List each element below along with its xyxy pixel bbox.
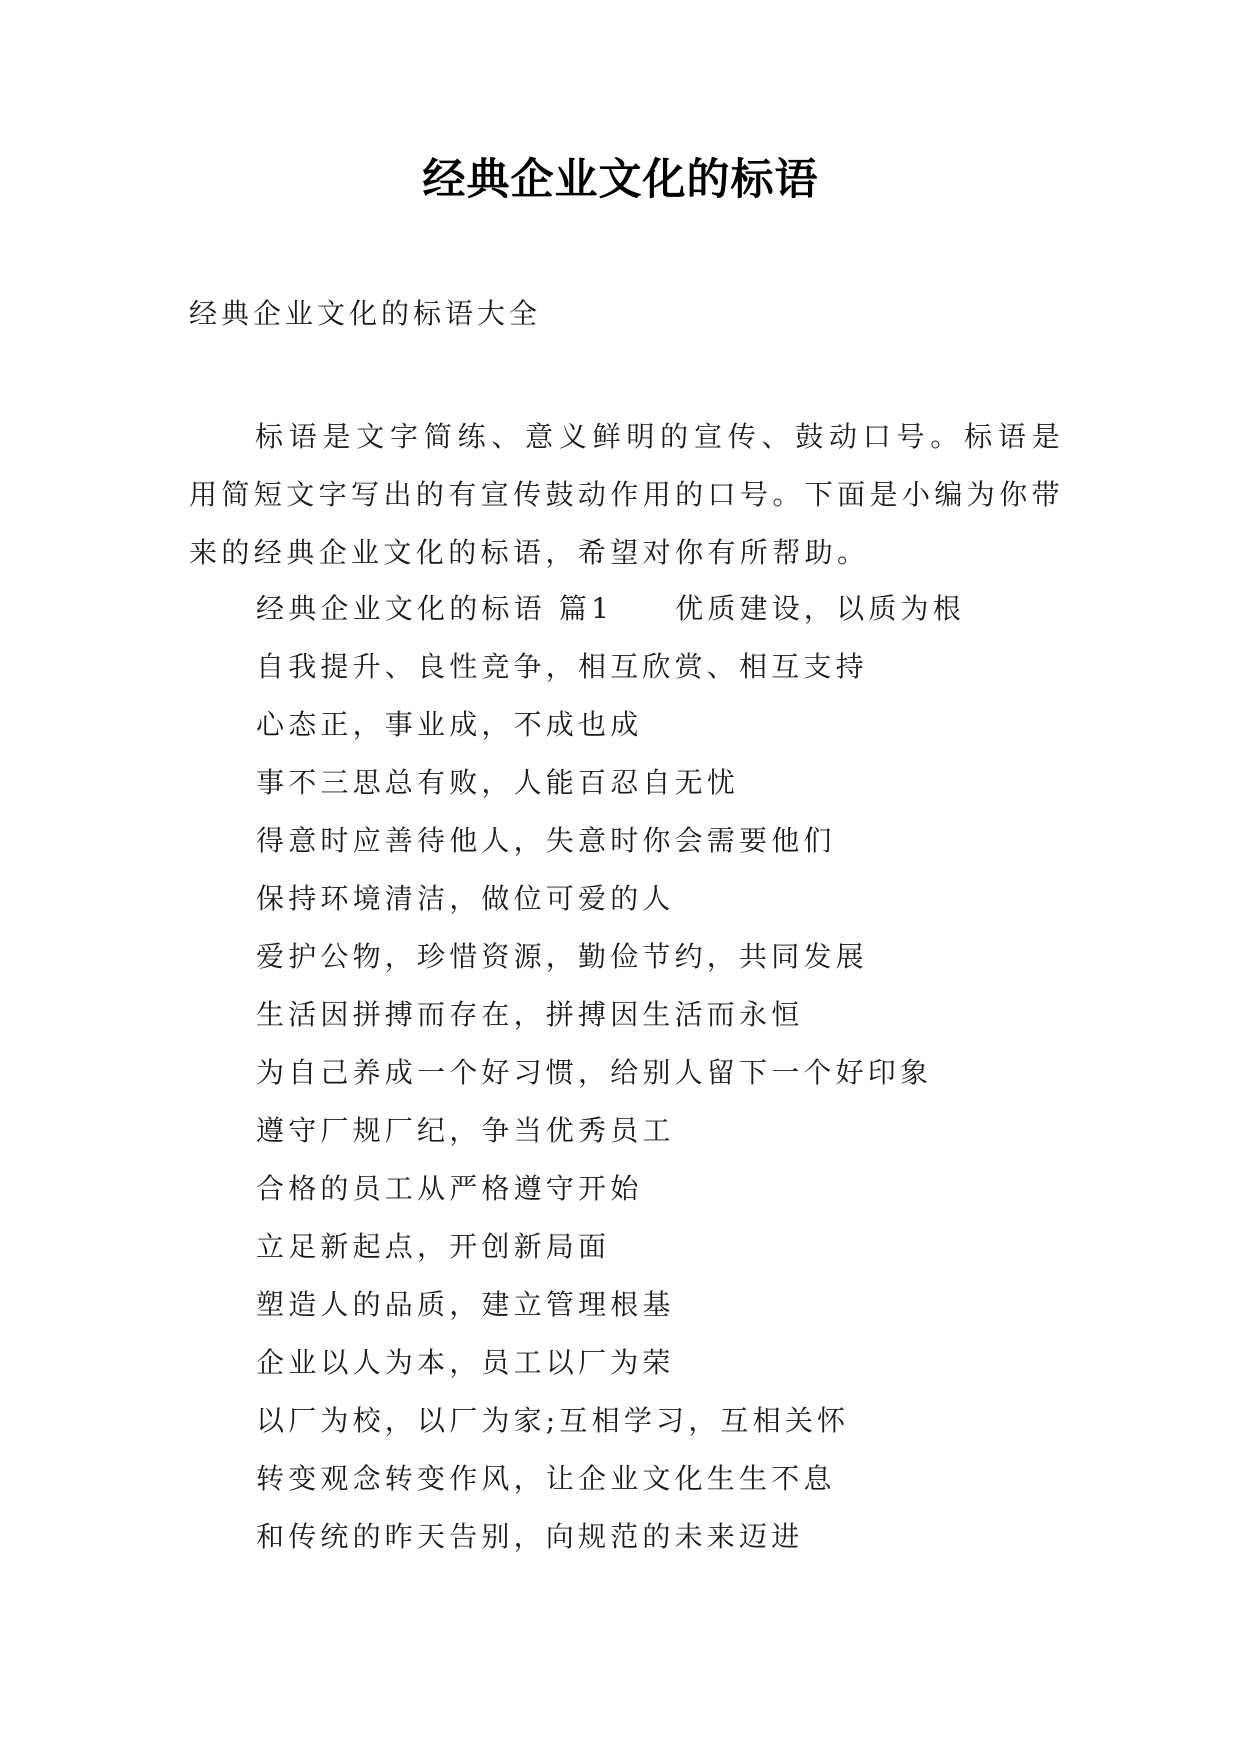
- intro-paragraph: 标语是文字简练、意义鲜明的宣传、鼓动口号。标语是用简短文字写出的有宣传鼓动作用的口号。下面是小编为你带来的经典企业文化的标语，希望对你有所帮助。: [189, 420, 1064, 569]
- slogan-item: 爱护公物，珍惜资源，勤俭节约，共同发展: [256, 940, 868, 973]
- slogan-item: 合格的员工从严格遵守开始: [256, 1172, 643, 1205]
- section-label: 经典企业文化的标语 篇1: [256, 592, 614, 625]
- slogan-item: 企业以人为本，员工以厂为荣: [256, 1346, 675, 1379]
- document-subtitle: 经典企业文化的标语大全: [189, 297, 542, 330]
- slogan-item: 塑造人的品质，建立管理根基: [256, 1288, 675, 1321]
- slogan-item: 心态正，事业成，不成也成: [256, 708, 643, 741]
- first-slogan: 优质建设，以质为根: [675, 592, 965, 625]
- slogan-item: 和传统的昨天告别，向规范的未来迈进: [256, 1520, 804, 1553]
- slogan-item: 转变观念转变作风，让企业文化生生不息: [256, 1462, 836, 1495]
- slogan-item: 遵守厂规厂纪，争当优秀员工: [256, 1114, 675, 1147]
- document-title: 经典企业文化的标语: [422, 155, 819, 205]
- slogan-item: 自我提升、良性竞争，相互欣赏、相互支持: [256, 650, 868, 683]
- slogan-item: 生活因拼搏而存在，拼搏因生活而永恒: [256, 998, 804, 1031]
- slogan-item: 得意时应善待他人，失意时你会需要他们: [256, 824, 836, 857]
- slogan-item: 事不三思总有败，人能百忍自无忧: [256, 766, 740, 799]
- slogan-item: 以厂为校，以厂为家;互相学习，互相关怀: [256, 1404, 850, 1437]
- slogan-item: 保持环境清洁，做位可爱的人: [256, 882, 675, 915]
- section-heading-line: [256, 580, 965, 638]
- slogan-item: 立足新起点，开创新局面: [256, 1230, 611, 1263]
- slogan-item: 为自己养成一个好习惯，给别人留下一个好印象: [256, 1056, 933, 1089]
- slogan-list: [256, 580, 965, 1566]
